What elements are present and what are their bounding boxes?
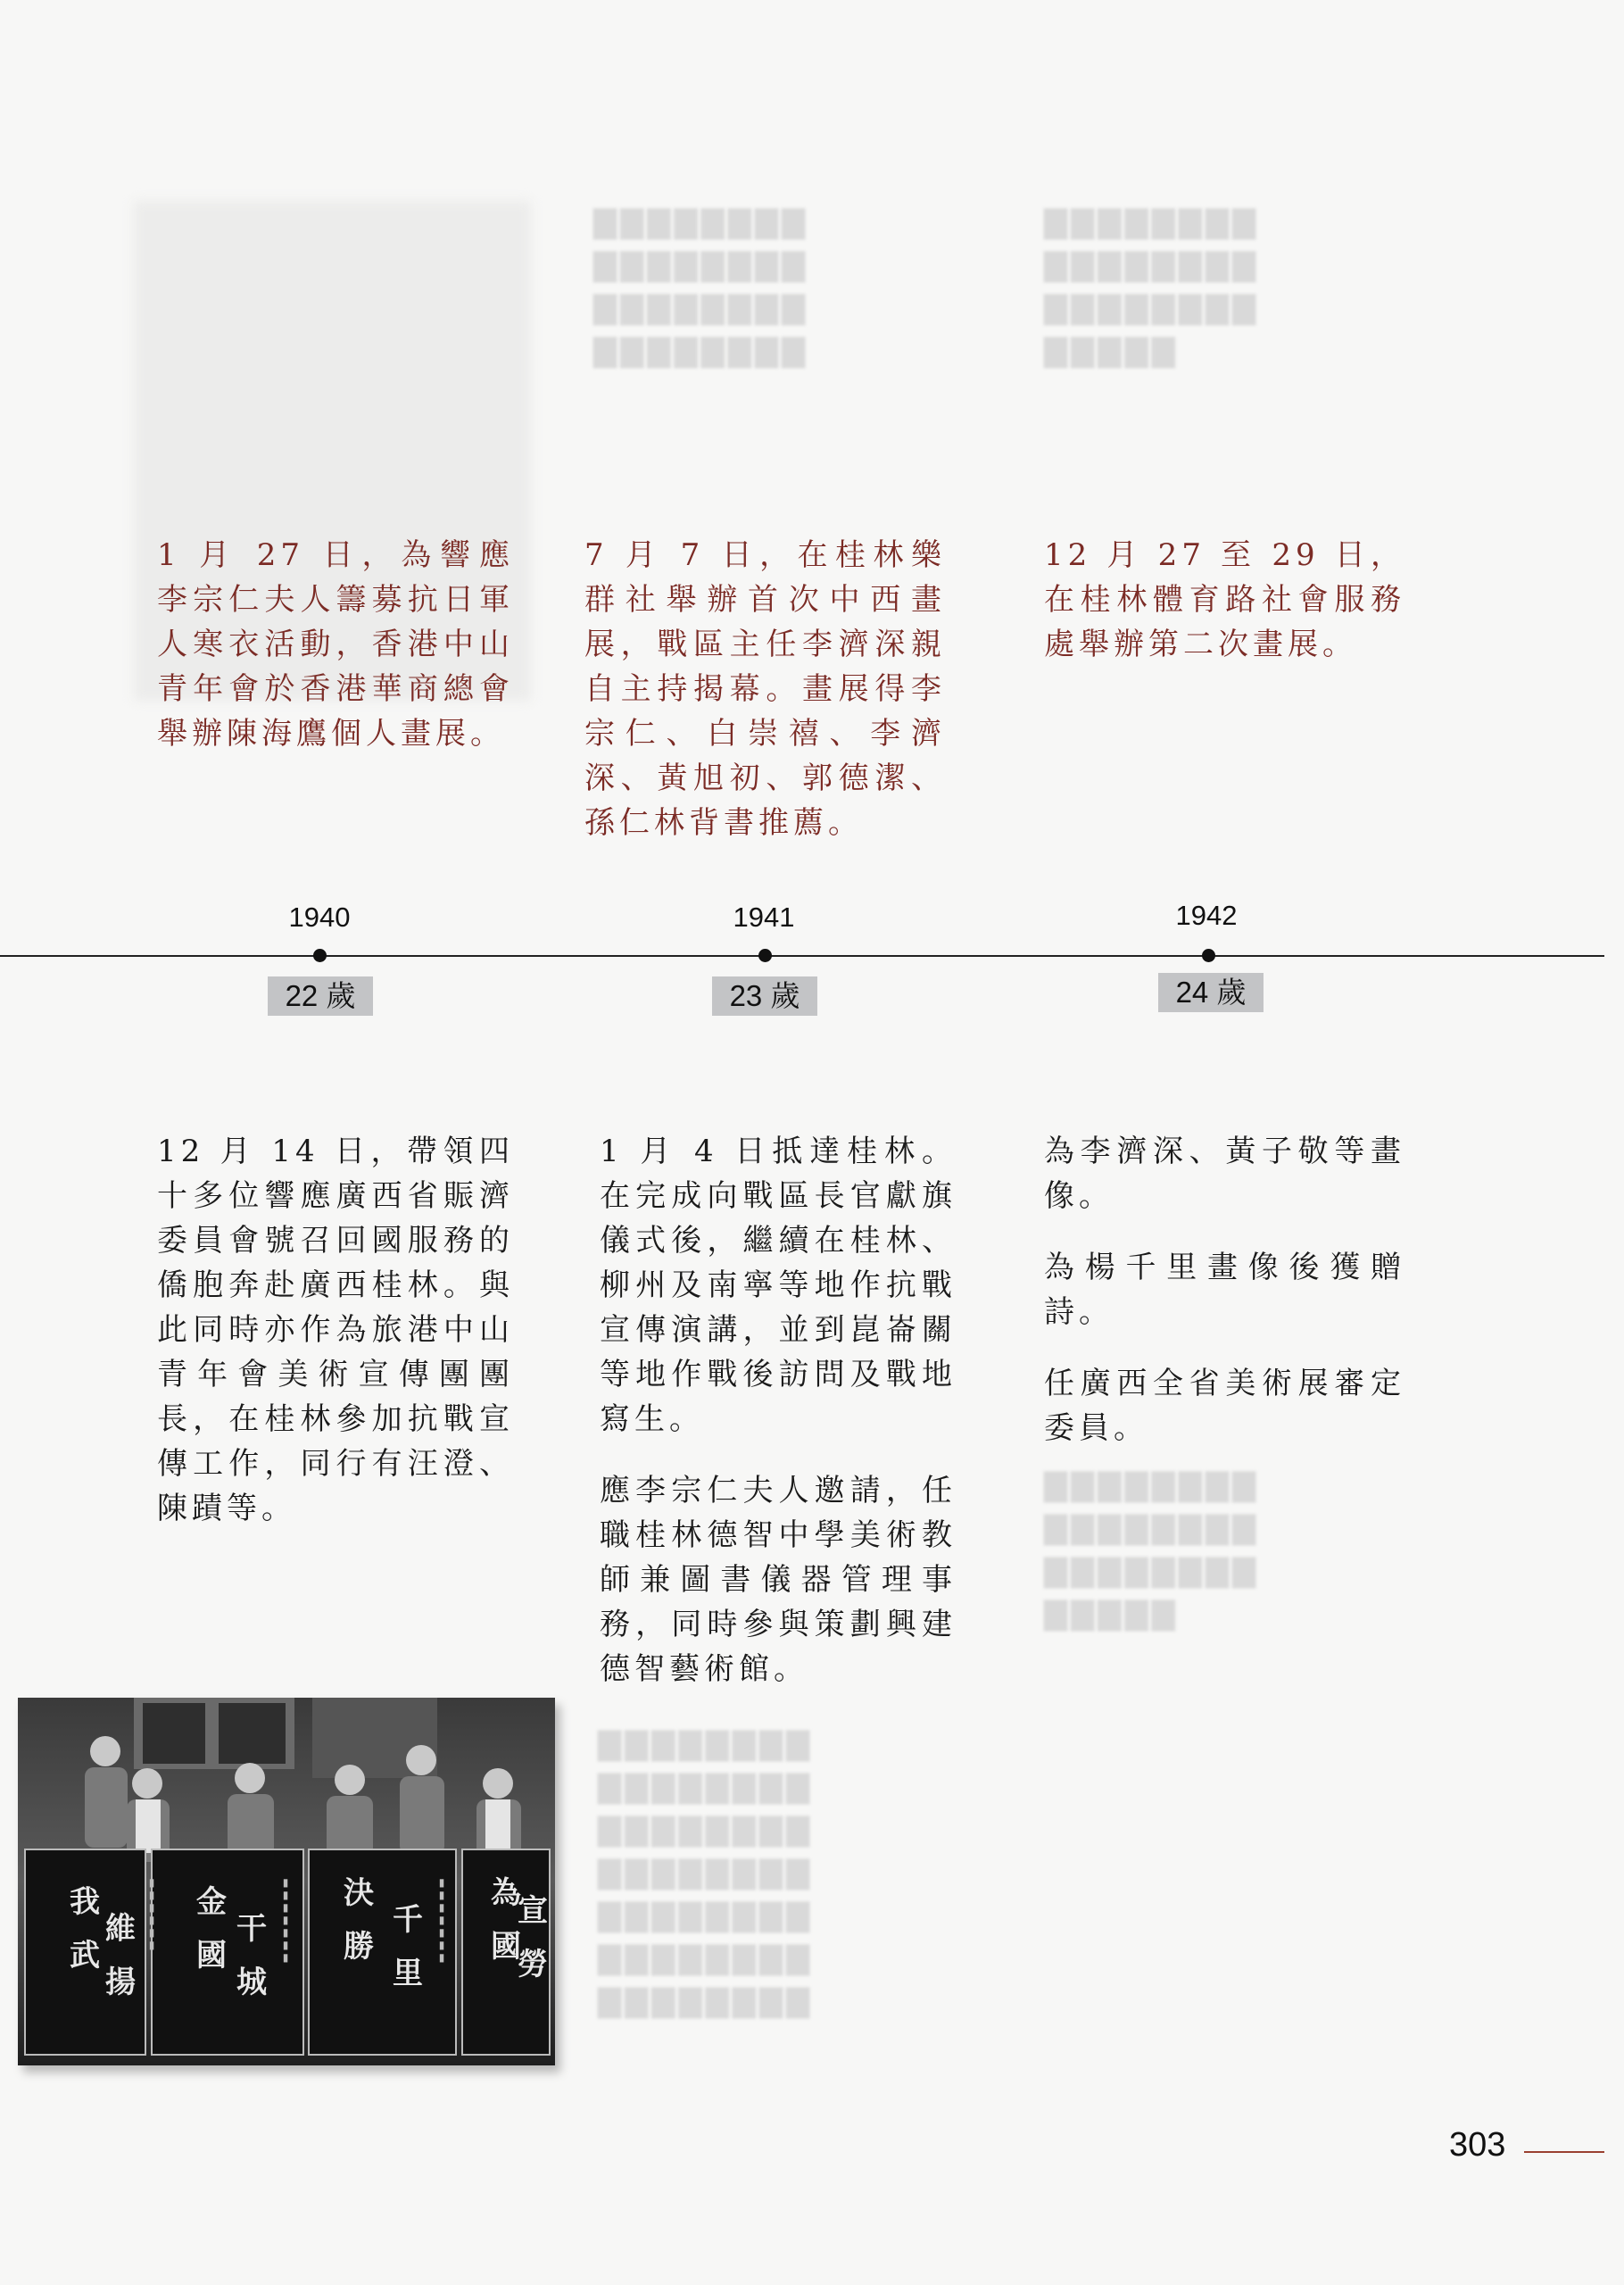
banner-text-4: 宣 bbox=[518, 1893, 548, 1929]
entry-1941-upper: 7 月 7 日，在桂林樂群社舉辦首次中西畫展，戰區主任李濟深親自主持揭幕。畫展得李宗仁、白崇禧、李濟深、黃旭初、郭德潔、孫仁林背書推薦。 bbox=[584, 537, 946, 841]
banner-text-3: 勝 bbox=[344, 1929, 374, 1965]
banner-text-2: 城 bbox=[236, 1965, 267, 2000]
svg-text:▮▮▮▮▮▮▮: ▮▮▮▮▮▮▮ bbox=[435, 1876, 448, 1964]
banner-text-3: 千 bbox=[393, 1902, 423, 1938]
entry-paragraph: 應李宗仁夫人邀請，任職桂林德智中學美術教師兼圖書儀器管理事務，同時參與策劃興建德智藝術館。 bbox=[600, 1473, 957, 1687]
banner-text-2: 國 bbox=[196, 1938, 227, 1973]
banner-text-4: 為 bbox=[491, 1875, 521, 1911]
year-label-1940: 1940 bbox=[288, 902, 351, 933]
age-badge-1941: 23 歲 bbox=[712, 976, 817, 1016]
historical-photo bbox=[18, 1698, 555, 2065]
page-number-rule bbox=[1524, 2151, 1604, 2153]
banner-text-1: 武 bbox=[70, 1938, 100, 1973]
entry-paragraph: 1 月 4 日抵達桂林。在完成向戰區長官獻旗儀式後，繼續在桂林、柳州及南寧等地作抗戰宣傳演講，並到崑崙關等地作戰後訪問及戰地寫生。 bbox=[600, 1134, 957, 1437]
banner-text-3: 里 bbox=[393, 1956, 423, 1991]
timeline-axis bbox=[0, 955, 1604, 957]
banner-text-3: 決 bbox=[344, 1875, 374, 1911]
entry-1942-lower bbox=[1044, 1129, 1405, 1477]
banner-text-1: 維 bbox=[105, 1911, 136, 1947]
svg-text:▮▮▮▮▮▮▮: ▮▮▮▮▮▮▮ bbox=[279, 1876, 292, 1964]
show-through-text: ▇▇▇▇▇▇▇▇ ▇▇▇▇▇▇▇▇ ▇▇▇▇▇▇▇▇ ▇▇▇▇▇▇▇▇ bbox=[593, 204, 809, 369]
entry-paragraph: 12 月 14 日，帶領四十多位響應廣西省賑濟委員會號召回國服務的僑胞奔赴廣西桂林。與此同時亦作為旅港中山青年會美術宣傳團團長，在桂林參加抗戰宣傳工作，同行有汪澄、陳蹟等。 bbox=[157, 1134, 514, 1526]
entry-paragraph: 為楊千里畫像後獲贈詩。 bbox=[1044, 1250, 1405, 1330]
page-number: 303 bbox=[1449, 2126, 1506, 2164]
banner-text-2: 干 bbox=[236, 1911, 267, 1947]
year-label-1941: 1941 bbox=[733, 902, 795, 933]
show-through-text: ▇▇▇▇▇▇▇▇ ▇▇▇▇▇▇▇▇ ▇▇▇▇▇▇▇▇ ▇▇▇▇▇ bbox=[1044, 1467, 1260, 1632]
banner-text-2: 金 bbox=[196, 1884, 227, 1920]
entry-1942-upper: 12 月 27 至 29 日，在桂林體育路社會服務處舉辦第二次畫展。 bbox=[1044, 537, 1405, 662]
banner-text-1: 揚 bbox=[105, 1965, 136, 2000]
entry-1940-upper: 1 月 27 日，為響應李宗仁夫人籌募抗日軍人寒衣活動，香港中山青年會於香港華商總會舉辦陳海鷹個人畫展。 bbox=[157, 537, 514, 752]
timeline-dot bbox=[313, 949, 327, 962]
show-through-text: ▇▇▇▇▇▇▇▇ ▇▇▇▇▇▇▇▇ ▇▇▇▇▇▇▇▇ ▇▇▇▇▇ bbox=[1044, 204, 1260, 369]
show-through-text: ▇▇▇▇▇▇▇▇ ▇▇▇▇▇▇▇▇ ▇▇▇▇▇▇▇▇ ▇▇▇▇▇▇▇▇ ▇▇▇▇▇▇▇▇ ▇▇▇▇▇▇▇▇ ▇▇▇▇▇▇▇▇ bbox=[598, 1726, 814, 2019]
year-label-1942: 1942 bbox=[1175, 900, 1238, 931]
svg-text:▮▮▮▮▮▮: ▮▮▮▮▮▮ bbox=[145, 1876, 158, 1951]
age-badge-1942: 24 歲 bbox=[1158, 973, 1264, 1012]
entry-1940-lower bbox=[157, 1129, 514, 1558]
entry-1941-lower bbox=[600, 1129, 957, 1718]
banner-text-4: 勞 bbox=[518, 1947, 548, 1982]
banner-text-1: 我 bbox=[70, 1884, 100, 1920]
age-badge-1940: 22 歲 bbox=[268, 976, 373, 1016]
timeline-dot bbox=[1202, 949, 1215, 962]
entry-paragraph: 為李濟深、黃子敬等畫像。 bbox=[1044, 1134, 1405, 1214]
banner-text-4: 國 bbox=[491, 1929, 521, 1965]
entry-paragraph: 任廣西全省美術展審定委員。 bbox=[1044, 1366, 1405, 1446]
photo-illustration bbox=[18, 1698, 555, 2065]
timeline-dot bbox=[758, 949, 772, 962]
